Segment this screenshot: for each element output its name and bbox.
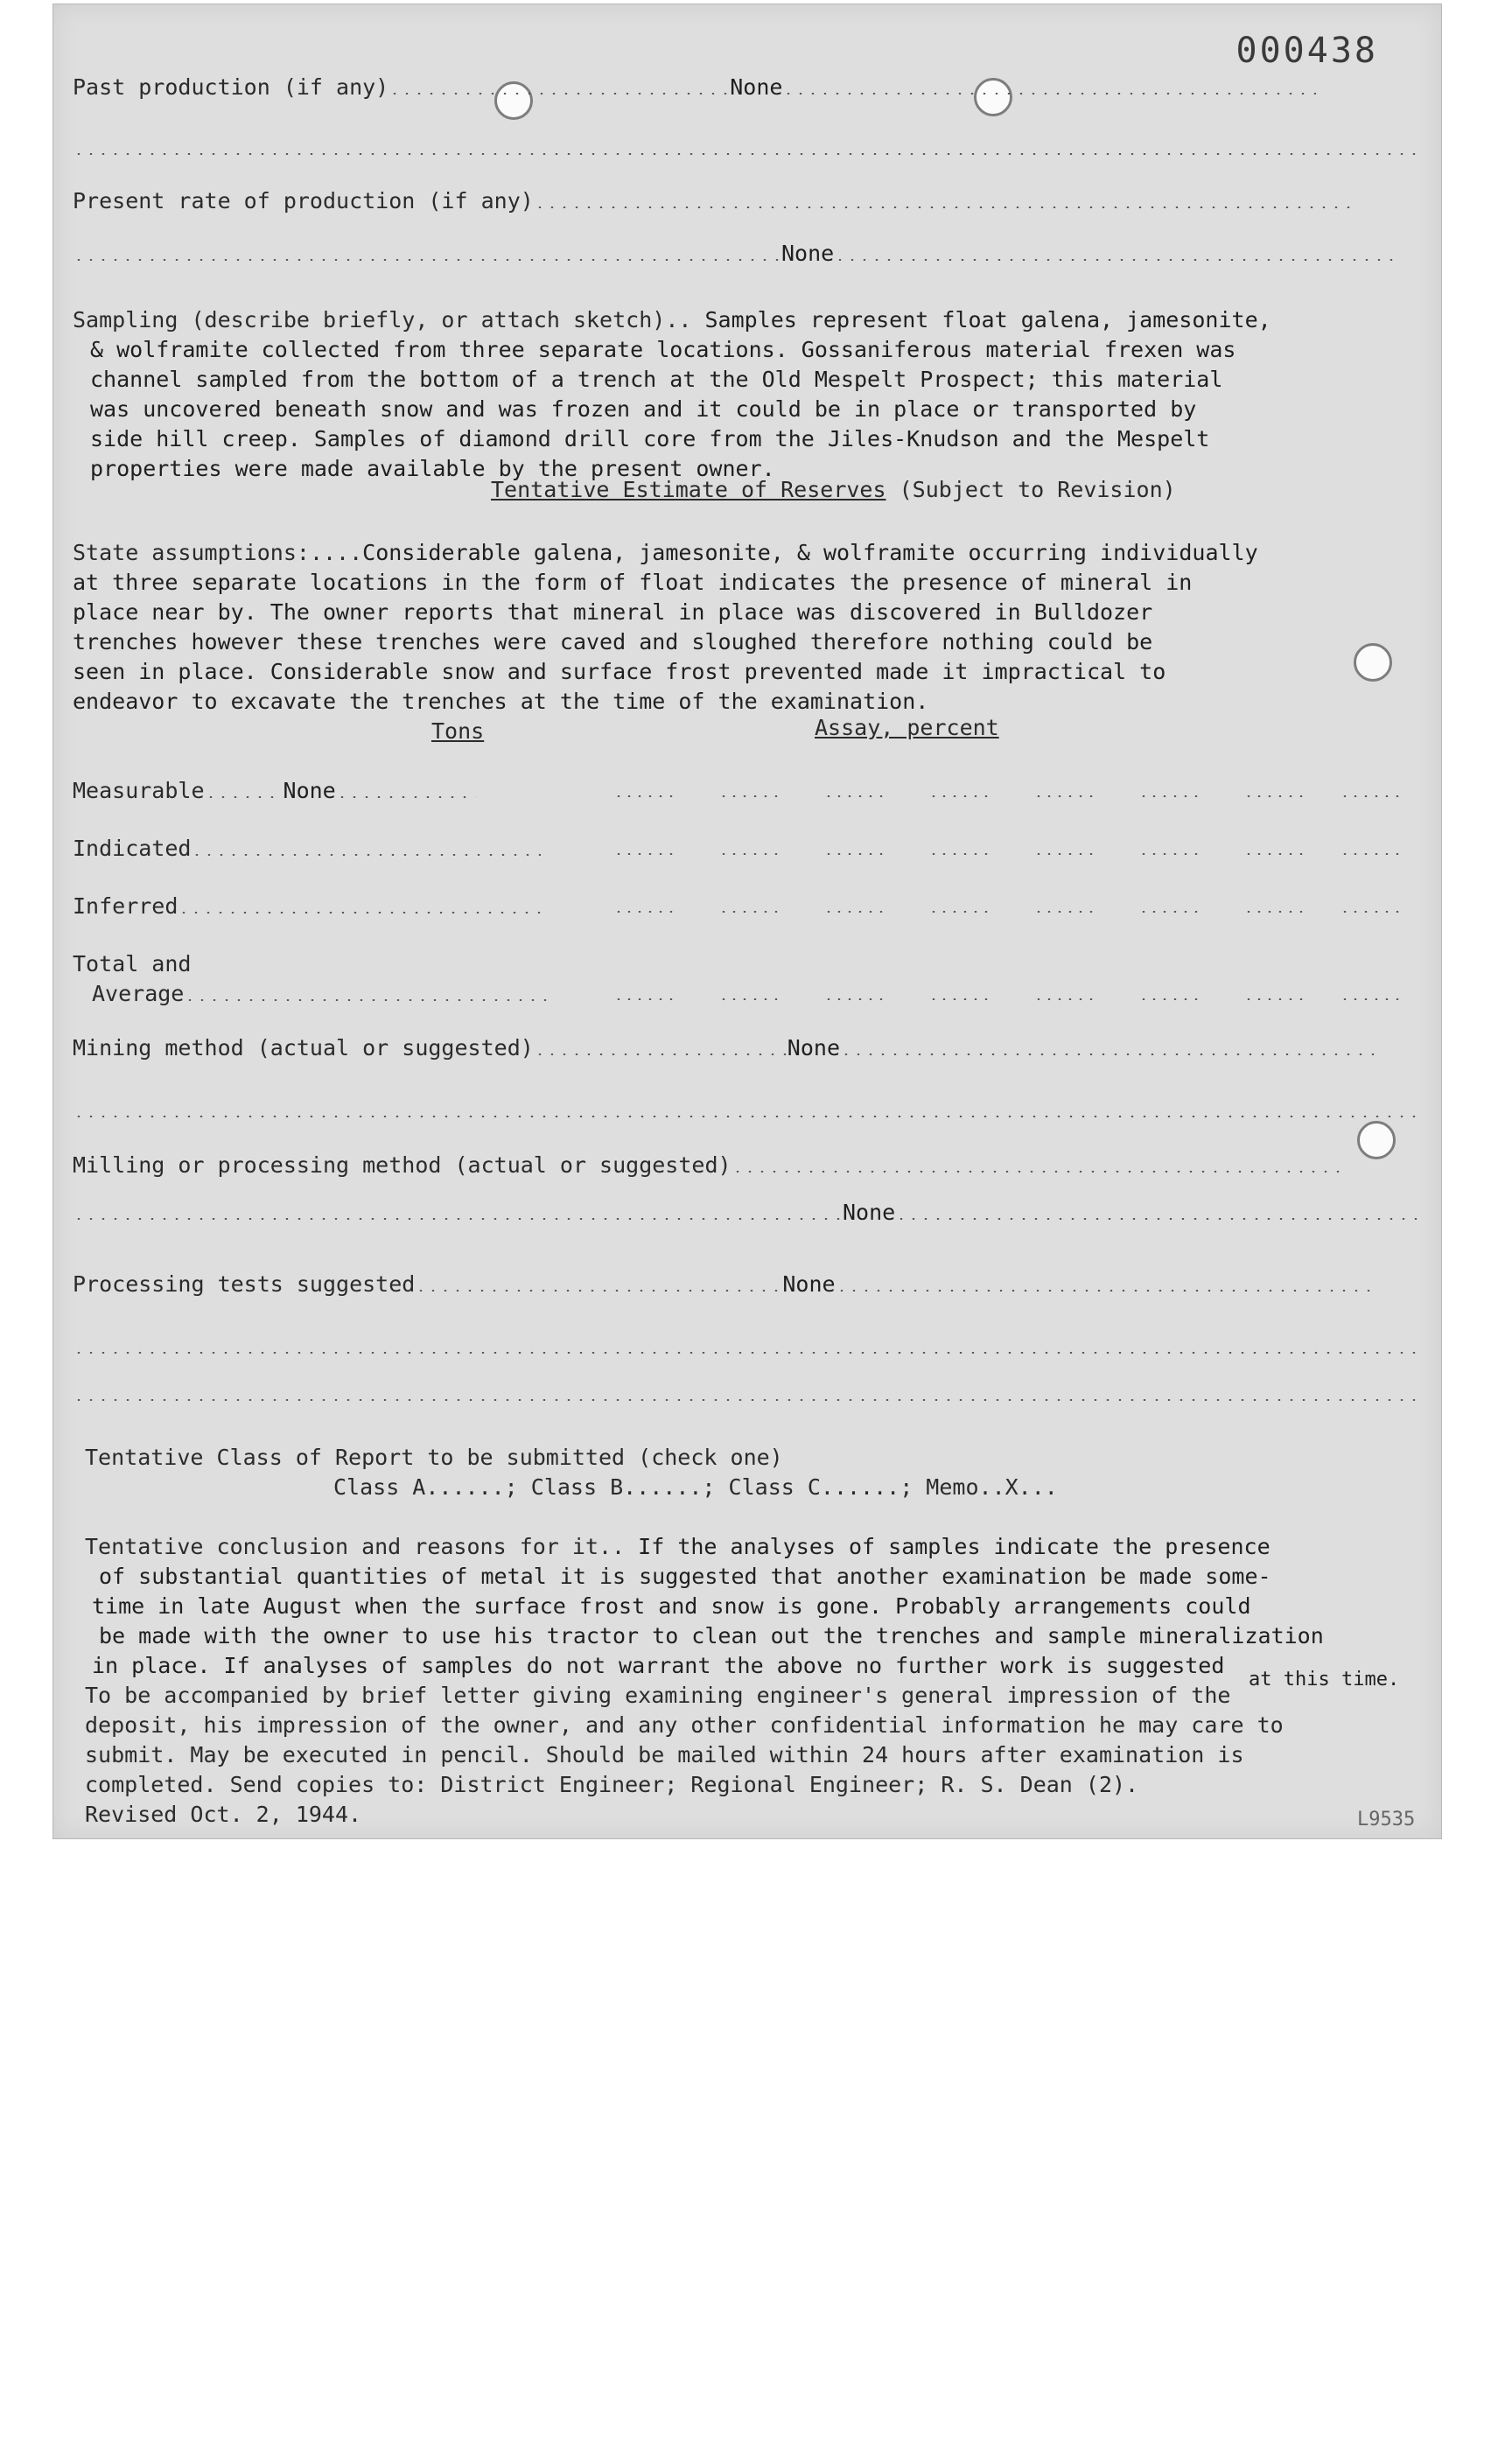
conclusion-line: time in late August when the surface frost and snow is gone. Probably arrangements could: [92, 1593, 1251, 1619]
mining-row: [73, 1035, 1382, 1061]
assay-cell: [823, 853, 885, 855]
assay-cell: [1340, 998, 1401, 1000]
blank-line: [73, 1352, 1424, 1354]
punch-hole: [1354, 643, 1392, 682]
conclusion-line: in place. If analyses of samples do not warrant the above no further work is suggested: [92, 1653, 1225, 1678]
footer-code: L9535: [1357, 1809, 1416, 1830]
reserve-row-label: Inferred: [73, 893, 178, 919]
reserves-note: (Subject to Revision): [899, 477, 1176, 502]
mining-label: Mining method (actual or suggested): [73, 1035, 534, 1060]
assay-cell: [1243, 998, 1305, 1000]
reserves-title: Tentative Estimate of Reserves: [491, 477, 886, 502]
present-rate-row: [73, 188, 1356, 214]
assay-cell: [823, 911, 885, 913]
conclusion-line: at this time.: [1249, 1669, 1400, 1690]
instruction-line: To be accompanied by brief letter giving examining engineer's general impression of the: [85, 1683, 1231, 1708]
instruction-line: deposit, his impression of the owner, and any other confidential information he may care to: [85, 1712, 1284, 1738]
document-page: [52, 4, 1442, 1839]
milling-row: [73, 1152, 1344, 1179]
processing-label: Processing tests suggested: [73, 1271, 416, 1297]
sampling-line: side hill creep. Samples of diamond drill core from the Jiles-Knudson and the Mespelt: [90, 426, 1210, 452]
assumptions-row: State assumptions:....Considerable galena, jamesonite, & wolframite occurring individually: [73, 540, 1258, 565]
assay-cell: [823, 795, 885, 797]
reserve-row-label: Indicated: [73, 836, 192, 861]
reserve-row-inferred: [73, 893, 545, 920]
reserve-row-measurable: [73, 778, 476, 804]
reserve-row-average: [92, 981, 551, 1007]
assay-cell: [718, 795, 780, 797]
reserve-row-value: None: [283, 778, 336, 803]
reserve-row-indicated: [73, 836, 541, 862]
assay-cell: [1033, 853, 1095, 855]
assumptions-line: place near by. The owner reports that mineral in place was discovered in Bulldozer: [73, 599, 1153, 625]
assay-cell: [928, 795, 990, 797]
assay-cell: [928, 998, 990, 1000]
assay-cell: [613, 911, 675, 913]
blank-line: [73, 1116, 1424, 1117]
conclusion-line: If the analyses of samples indicate the presence: [638, 1534, 1270, 1559]
assumptions-line: Considerable galena, jamesonite, & wolframite occurring individually: [362, 540, 1258, 565]
sampling-line: & wolframite collected from three separate locations. Gossaniferous material frexen was: [90, 337, 1236, 362]
present-rate-label: Present rate of production (if any): [73, 188, 534, 214]
instruction-line: submit. May be executed in pencil. Should be mailed within 24 hours after examination is: [85, 1742, 1244, 1768]
punch-hole: [1357, 1121, 1396, 1159]
assay-cell: [1340, 853, 1401, 855]
assay-cell: [928, 911, 990, 913]
assay-cell: [1138, 998, 1200, 1000]
past-production-label: Past production (if any): [73, 74, 389, 100]
assay-cell: [928, 853, 990, 855]
assay-cell: [1340, 795, 1401, 797]
reserve-row-label: Measurable: [73, 778, 205, 803]
sampling-line: was uncovered beneath snow and was frozen and it could be in place or transported by: [90, 396, 1197, 422]
assay-cell: [1033, 911, 1095, 913]
assay-cell: [1243, 795, 1305, 797]
milling-value: None: [843, 1200, 896, 1225]
milling-value-row: [73, 1200, 1420, 1226]
assay-cell: [718, 853, 780, 855]
past-production-value: None: [730, 74, 783, 100]
assay-cell: [718, 998, 780, 1000]
present-rate-value: None: [781, 241, 835, 266]
blank-line: [73, 1399, 1424, 1401]
assay-cell: [1138, 795, 1200, 797]
assay-cell: [613, 853, 675, 855]
conclusion-line: be made with the owner to use his tractor to clean out the trenches and sample mineralization: [99, 1623, 1324, 1648]
assay-cell: [1138, 911, 1200, 913]
assay-header: Assay, percent: [815, 715, 999, 740]
assay-cell: [1033, 795, 1095, 797]
blank-line: [73, 153, 1424, 155]
conclusion-label: Tentative conclusion and reasons for it..: [85, 1534, 626, 1559]
assay-cell: [613, 998, 675, 1000]
assumptions-line: seen in place. Considerable snow and surface frost prevented made it impractical to: [73, 659, 1166, 684]
reserve-row-total-label: Total and: [73, 951, 192, 976]
milling-label: Milling or processing method (actual or suggested): [73, 1152, 732, 1178]
report-class-options: Class A......; Class B......; Class C......; Memo..X...: [333, 1474, 1058, 1500]
assay-cell: [1033, 998, 1095, 1000]
sampling-line: Samples represent float galena, jamesonite,: [704, 307, 1271, 332]
past-production-row: [73, 74, 1316, 101]
instruction-line: completed. Send copies to: District Engineer; Regional Engineer; R. S. Dean (2).: [85, 1772, 1139, 1797]
report-class-label: Tentative Class of Report to be submitted (check one): [85, 1445, 783, 1470]
document-number: 000438: [1236, 31, 1378, 71]
assumptions-label: State assumptions:: [73, 540, 310, 565]
assay-cell: [613, 795, 675, 797]
assumptions-line: trenches however these trenches were caved and sloughed therefore nothing could be: [73, 629, 1153, 654]
assay-cell: [1243, 911, 1305, 913]
assay-cell: [1340, 911, 1401, 913]
processing-value: None: [782, 1271, 836, 1297]
processing-row: [73, 1271, 1378, 1298]
assay-cell: [718, 911, 780, 913]
sampling-row: Sampling (describe briefly, or attach sketch).. Samples represent float galena, jamesonite,: [73, 307, 1271, 332]
assumptions-line: at three separate locations in the form of float indicates the presence of mineral in: [73, 570, 1193, 595]
mining-value: None: [787, 1035, 841, 1060]
tons-header: Tons: [431, 718, 485, 744]
assay-cell: [1243, 853, 1305, 855]
assumptions-line: endeavor to excavate the trenches at the time of the examination.: [73, 689, 929, 714]
assay-cell: [1138, 853, 1200, 855]
reserve-row-label: Average: [92, 981, 185, 1006]
sampling-label: Sampling (describe briefly, or attach sketch): [73, 307, 666, 332]
conclusion-line: of substantial quantities of metal it is suggested that another examination be made some-: [99, 1564, 1271, 1589]
conclusion-row: [85, 1534, 1270, 1560]
sampling-line: channel sampled from the bottom of a trench at the Old Mespelt Prospect; this material: [90, 367, 1223, 392]
sampling-line: properties were made available by the present owner.: [90, 456, 775, 481]
revised-date: Revised Oct. 2, 1944.: [85, 1802, 362, 1827]
reserves-heading: [491, 477, 1176, 502]
present-rate-value-row: [73, 241, 1394, 267]
assay-cell: [823, 998, 885, 1000]
